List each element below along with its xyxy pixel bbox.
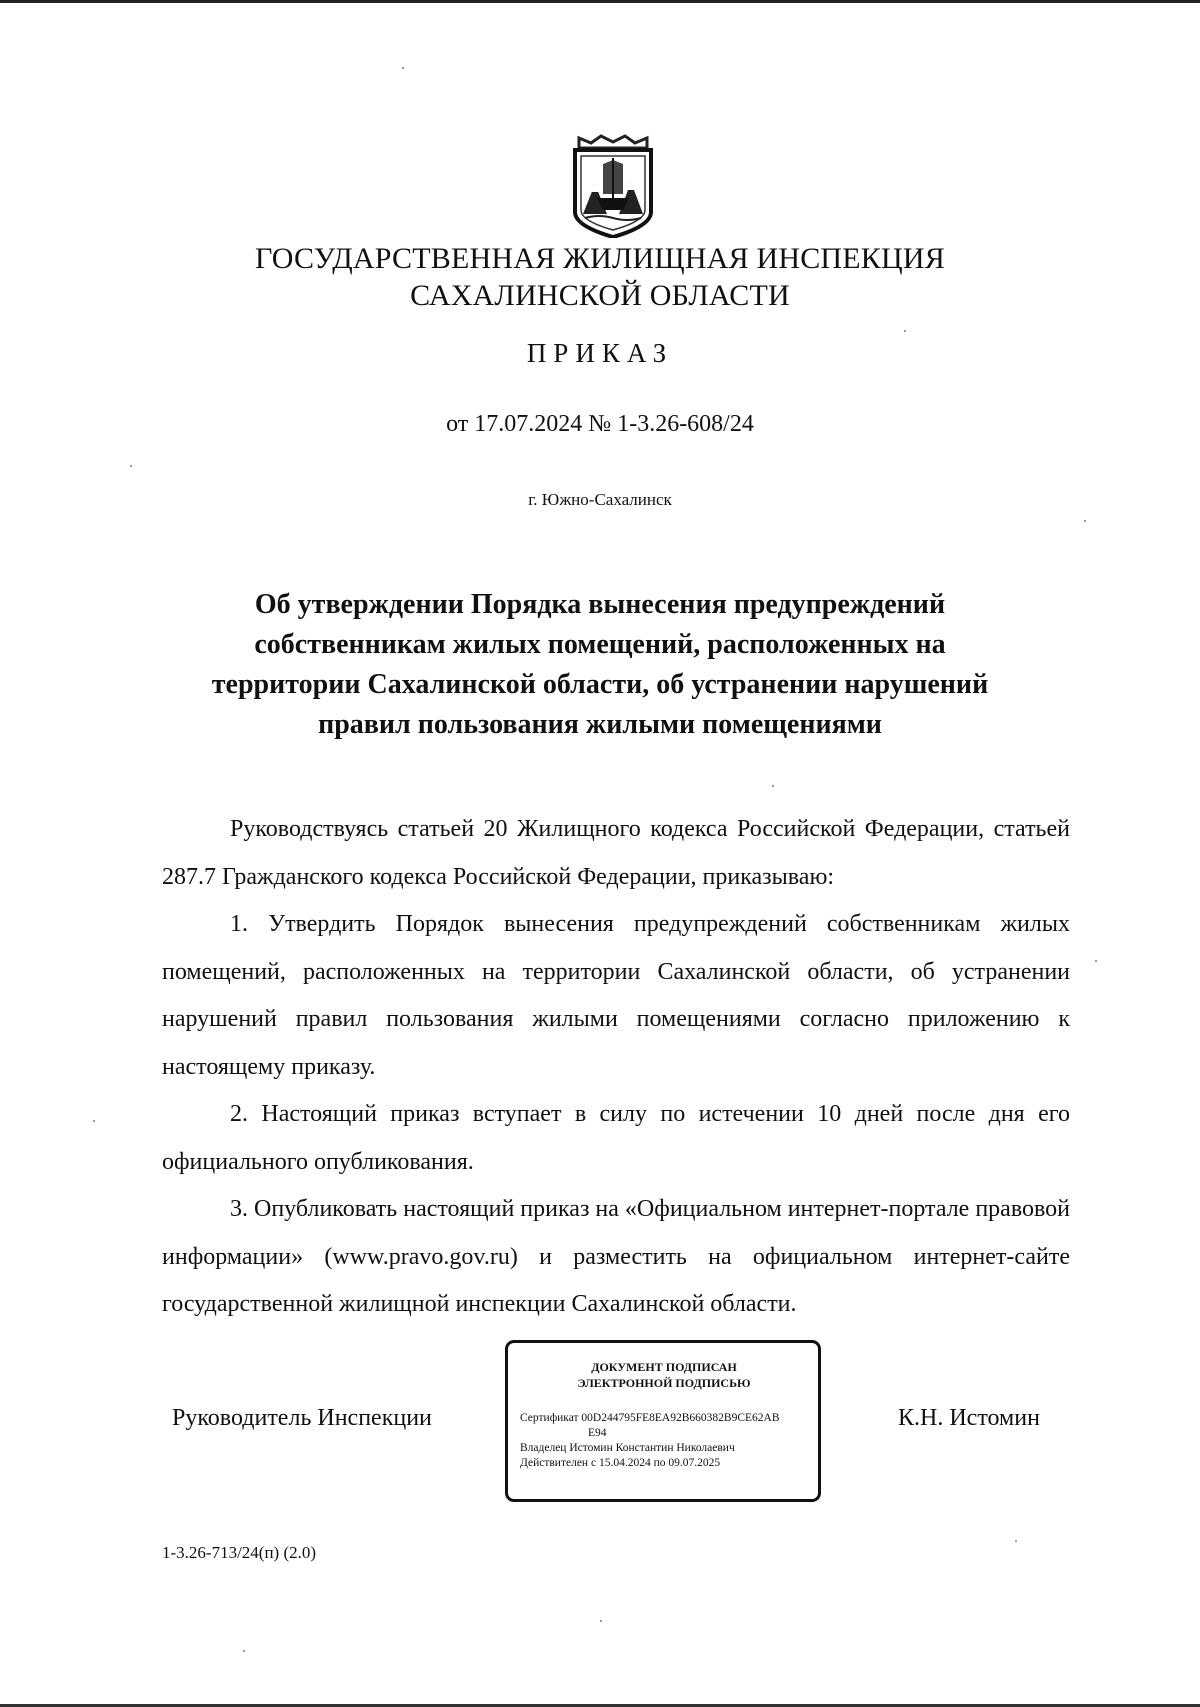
scan-speck: [904, 330, 906, 332]
stamp-certificate-tail: E94: [588, 1427, 607, 1439]
stamp-heading: [520, 1359, 808, 1391]
order-label: ПРИКАЗ: [526, 338, 674, 368]
top-border-line: [0, 0, 1200, 3]
title-line-4: правил пользования жилыми помещениями: [318, 709, 882, 740]
scan-speck: [772, 785, 774, 787]
agency-name: [0, 240, 1200, 314]
scan-speck: [243, 1650, 245, 1652]
stamp-heading-line-2: ЭЛЕКТРОННОЙ ПОДПИСЬЮ: [577, 1376, 751, 1390]
signatory-name: К.Н. Истомин: [898, 1405, 1040, 1431]
item-2-paragraph: 2. Настоящий приказ вступает в силу по истечении 10 дней после дня его официального опубликования.: [162, 1101, 1070, 1175]
stamp-certificate: Сертификат 00D244795FE8EA92B660382B9CE62AB: [520, 1412, 780, 1424]
document-body: [162, 806, 1070, 1329]
agency-name-line-1: ГОСУДАРСТВЕННАЯ ЖИЛИЩНАЯ ИНСПЕКЦИЯ: [255, 242, 945, 275]
scan-speck: [93, 1120, 95, 1122]
footer-document-code: 1-3.26-713/24(п) (2.0): [162, 1543, 317, 1562]
electronic-signature-stamp: [505, 1340, 821, 1502]
scan-speck: [402, 67, 404, 69]
scan-speck: [1095, 960, 1097, 962]
title-line-3: территории Сахалинской области, об устранении нарушений: [211, 669, 989, 700]
title-line-1: Об утверждении Порядка вынесения предупреждений: [254, 589, 946, 620]
preamble-paragraph: Руководствуясь статьей 20 Жилищного кодекса Российской Федерации, статьей 287.7 Гражданского кодекса Российской Федерации, приказываю:: [162, 816, 1070, 890]
order-number: от 17.07.2024 № 1-3.26-608/24: [446, 411, 754, 437]
scan-speck: [600, 1620, 602, 1622]
title-line-2: собственникам жилых помещений, расположенных на: [254, 629, 946, 660]
sakhalin-coat-of-arms-icon: [571, 134, 655, 238]
item-3-paragraph: 3. Опубликовать настоящий приказ на «Официальном интернет-портале правовой информации» (www.pravo.gov.ru) и разместить на официальном интернет-сайте государственной жилищной инспекции Сахалинской области.: [162, 1196, 1070, 1317]
stamp-owner: Владелец Истомин Константин Николаевич: [520, 1442, 735, 1454]
stamp-heading-line-1: ДОКУМЕНТ ПОДПИСАН: [591, 1360, 737, 1374]
signatory-role: Руководитель Инспекции: [172, 1405, 432, 1431]
city-label: г. Южно-Сахалинск: [528, 490, 672, 509]
item-1-paragraph: 1. Утвердить Порядок вынесения предупреждений собственникам жилых помещений, расположенных на территории Сахалинской области, об устранении нарушений правил пользования жилыми помещениями согласно приложению к настоящему приказу.: [162, 911, 1070, 1080]
agency-name-line-2: САХАЛИНСКОЙ ОБЛАСТИ: [410, 279, 790, 312]
stamp-validity: Действителен с 15.04.2024 по 09.07.2025: [520, 1457, 721, 1469]
document-title: [0, 585, 1200, 745]
scan-speck: [1084, 520, 1086, 522]
scan-speck: [1015, 1540, 1017, 1542]
scan-speck: [130, 465, 132, 467]
